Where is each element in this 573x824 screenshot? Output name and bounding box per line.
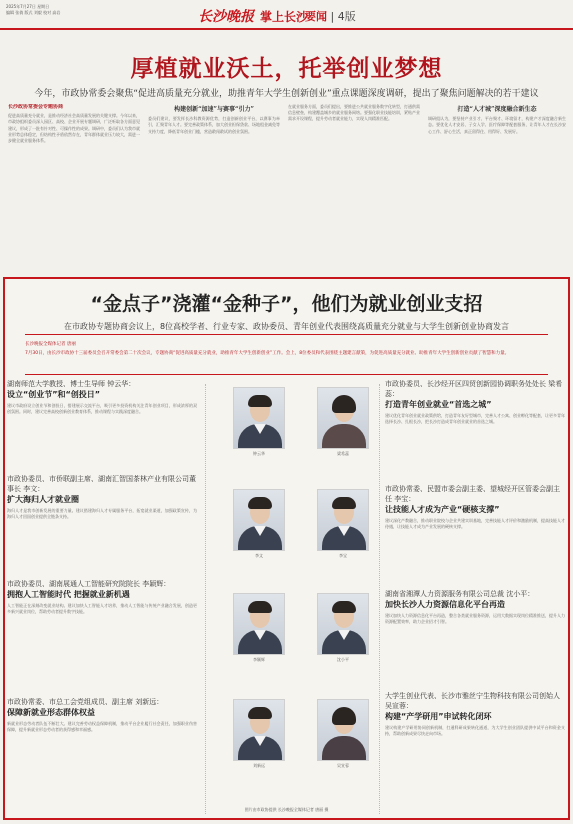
issue-date: 2025年7月27日 星期日	[6, 4, 50, 9]
column-text: 委员们建议，要发挥长沙科教资源优势，打造创新创业平台，以赛事为牵引，汇聚青年人才。要完善政策体系，加大创业担保贷款、场地租金减免等支持力度，降低青年创业门槛，营造敢闯敢试的创业氛围。	[148, 116, 280, 134]
speaker-photo	[233, 387, 285, 449]
speaker-role: 市政协常委、民盟市委会副主委、望城经开区管委会副主任 李宝：	[385, 485, 560, 503]
top-column	[148, 104, 280, 276]
photo-caption: 吴宣蓉	[337, 763, 349, 768]
feature-title: “金点子”浇灌“金种子”，他们为就业创业支招	[90, 293, 483, 315]
speaker-title: 保障新就业形态群体权益	[7, 708, 95, 717]
divider	[25, 334, 548, 335]
photo-caption: 刘新远	[253, 763, 265, 768]
top-column	[428, 104, 566, 276]
speaker-role: 市政协委员、市侨联副主席、湖南汇智国茶林产业有限公司董事长 李文：	[7, 475, 196, 493]
speaker-title: 拥抱人工智能时代 把握就业新机遇	[7, 590, 130, 599]
logo-tag: 掌上长沙	[260, 10, 309, 24]
feature-subtitle: 在市政协专题协商会议上，8位高校学者、行业专家、政协委员、青年创业代表围绕高质量充分就业与大学生创新创业协商发言	[63, 322, 510, 331]
column-subheading: 构建创新“加速”与赛事“引力”	[174, 106, 254, 113]
column-text: 促进高质量充分就业，是推动经济社会高质量发展的关键支撑。今年以来，市政协组织委员深入园区、高校、企业开展专题调研，广泛听取各方面意见建议，形成了一批有针对性、可操作性的成果。调研中，委员们认为我市就业形势总体稳定，但结构性矛盾依然存在，青年群体就业压力较大，需进一步健全就业服务体系。	[8, 113, 140, 144]
newspaper-logo	[198, 6, 308, 26]
speaker-photo	[317, 387, 369, 449]
editor-credits: 编辑 张倩 版式 刘毅 校对 高岩	[6, 10, 61, 15]
section-name: 要闻	[305, 10, 327, 23]
photo-caption: 梁希蕊	[337, 451, 349, 456]
speaker-title: 打造青年创业就业“首选之城”	[385, 400, 492, 409]
photo-credit: 图片由市政协提供 长沙晚报全媒体记者 唐丽 摄	[244, 807, 329, 812]
page-headline: 厚植就业沃土，托举创业梦想	[130, 56, 443, 82]
speaker-text: 人工智能正在深刻改变就业结构。建议加快人工智能人才培养，推动人工智能与传统产业融合发展，创造更多新兴就业岗位，帮助劳动者提升数字技能。	[7, 603, 197, 615]
speaker-text: 建议加快人力资源信息化平台再造，整合各类就业服务资源，运用大数据实现岗位精准推送，提升人力资源配置效率，助力企业招才引智。	[385, 613, 565, 625]
speaker-text: 新就业形态劳动者队伍不断壮大。建议完善劳动权益保障机制，推动平台企业履行社会责任，加强职业伤害保障，提升新就业形态劳动者的获得感和幸福感。	[7, 721, 197, 733]
speaker-role: 市政协常委、市总工会党组成员、副主席 刘新远：	[7, 698, 164, 706]
photo-caption: 李颖辉	[253, 657, 265, 662]
section-label: 要闻 | 4版	[305, 10, 356, 23]
speaker-item	[385, 484, 565, 574]
divider	[25, 374, 548, 375]
masthead-meta	[6, 4, 60, 16]
speaker-item	[385, 691, 565, 805]
speaker-text: 建议优化青年创业就业政策供给，打造青年友好型城市，完善人才公寓、创业孵化等配套，让更多青年选择长沙、扎根长沙，把长沙打造成青年创业就业的首选之城。	[385, 413, 565, 425]
photo-caption: 钟云华	[253, 451, 265, 456]
speaker-title: 构建“产学研用”申试转化闭环	[385, 712, 492, 721]
speaker-title: 加快长沙人力资源信息化平台再造	[385, 600, 505, 609]
photo-caption: 李文	[255, 553, 263, 558]
speaker-title: 扩大海归人才就业圈	[7, 495, 79, 504]
speaker-item	[7, 697, 197, 791]
page-subheadline: 今年，市政协常委会聚焦“促进高质量充分就业，助推青年大学生创新创业”重点课题深度调研，提出了聚焦问题解决的若干建议	[34, 89, 539, 99]
speaker-text: 建议深化产教融合，推动职业院校与企业共建实训基地，完善技能人才评价和激励机制，提高技能人才待遇，让技能人才成为产业发展的硬核支撑。	[385, 518, 565, 530]
logo-text: 长沙晚报	[198, 9, 254, 25]
speaker-role: 市政协委员、湖南展通人工智能研究院院长 李颖辉：	[7, 580, 171, 588]
speaker-text: 建议市政府设立创业节和创投日，搭建展示交流平台，吸引更多投资机构关注青年创业项目，形成浓厚的双创氛围。同时，建议完善高校创新创业教育体系，推动课程与实践深度融合。	[7, 403, 197, 415]
speaker-title: 设立“创业节”和“创投日”	[7, 390, 101, 399]
speaker-item	[7, 579, 197, 665]
feature-frame	[3, 277, 570, 820]
top-column	[8, 104, 140, 276]
column-subheading: 打造“人才城”深度融合新生态	[457, 106, 537, 113]
column-separator	[205, 384, 206, 814]
column-text: 调研组认为，要坚持产业引才、平台聚才、环境留才，构建产才深度融合新生态。要优化人才安居、子女入学、医疗保障等配套服务，让青年人才在长沙安心工作、舒心生活，真正留得住、用得好、发展好。	[428, 116, 566, 134]
speaker-item	[7, 474, 197, 558]
photo-caption: 沈小平	[337, 657, 349, 662]
page-number: 4版	[337, 10, 356, 23]
speaker-photo	[317, 593, 369, 655]
speaker-role: 湖南师范大学教授、博士生导师 钟云华：	[7, 380, 136, 388]
speaker-item	[385, 379, 565, 475]
speaker-photo	[317, 699, 369, 761]
speaker-photo	[233, 699, 285, 761]
speaker-role: 湖南省湘潭人力资源服务有限公司总裁 沈小平：	[385, 590, 535, 598]
feature-byline: 长沙晚报全媒体记者 唐丽	[25, 342, 76, 347]
speaker-photo	[233, 593, 285, 655]
speaker-item	[7, 379, 197, 465]
column-separator	[379, 384, 380, 814]
column-text: 在就业服务方面，委员们提出，要推进公共就业服务数字化转型，打通供需信息壁垒，构建覆盖城乡的就业服务网络。要强化职业技能培训，紧贴产业需求开设课程，提升劳动者就业能力，实现人岗精准匹配。	[288, 104, 420, 122]
speaker-item	[385, 589, 565, 669]
masthead	[0, 0, 573, 30]
feature-lead: 7月30日，由长沙市政协十三届委员会召开常委会第二十次会议，专题协商“促进高质量充分就业，助推青年大学生创新创业”工作。会上，8位委员和代表围绕主题建言献策，为促进高质量充分就业、助推青年大学生创新创业贡献了智慧和力量。	[25, 351, 510, 356]
speaker-role: 市政协委员、长沙经开区四贸创新园协调职务处处长 梁希蕊：	[385, 380, 563, 398]
speaker-photo	[233, 489, 285, 551]
photo-caption: 李宝	[339, 553, 347, 558]
speaker-text: 建议构建产学研用协同创新机制，打通科研成果转化通道，为大学生创业团队提供中试平台和资金支持，帮助创新成果尽快走向市场。	[385, 725, 565, 737]
top-column	[288, 104, 420, 276]
speaker-photo	[317, 489, 369, 551]
speaker-text: 海归人才是我市创新发展的重要力量。建议搭建海归人才专属服务平台，拓宽就业渠道，加强政策宣传，为海归人才回国创业提供全链条支持。	[7, 508, 197, 520]
column-label: 长沙政协常委会专题协商	[8, 104, 64, 110]
speaker-title: 让技能人才成为产业“硬核支撑”	[385, 505, 500, 514]
speaker-role: 大学生创业代表、长沙市雅丝宁生物科技有限公司创始人 吴宣蓉：	[385, 692, 560, 710]
